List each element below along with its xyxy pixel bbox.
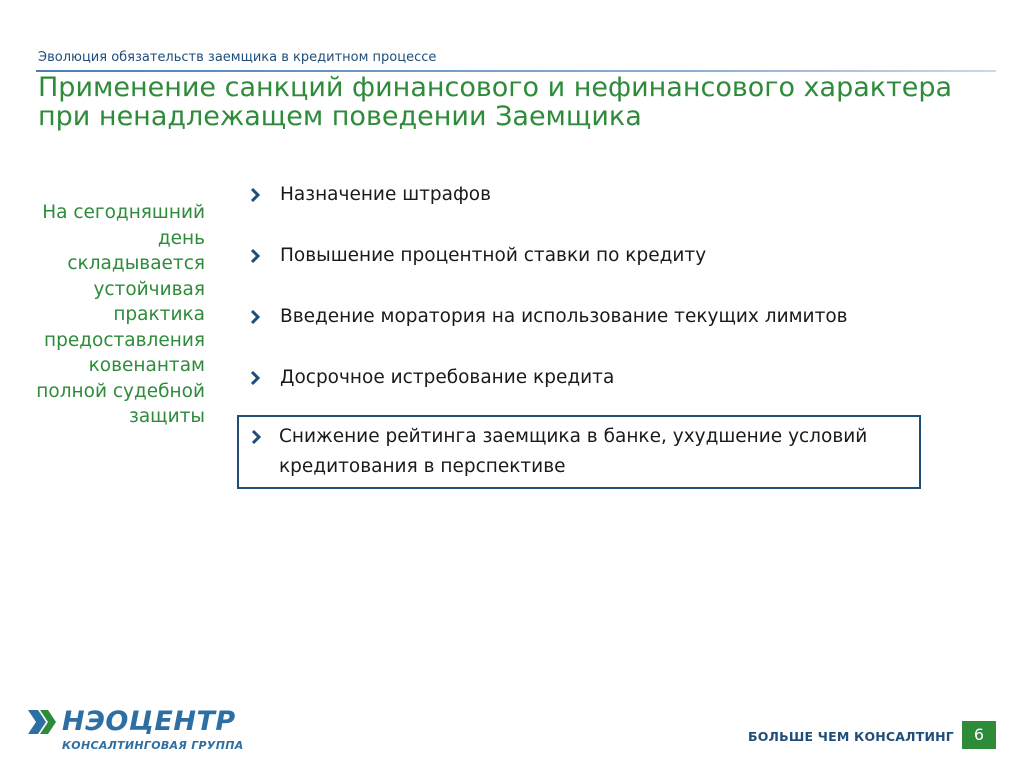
list-item	[240, 363, 930, 393]
list-item-text: Снижение рейтинга заемщика в банке, ухудшение условий кредитования в перспективе	[279, 426, 868, 477]
page-number-badge: 6	[962, 721, 996, 749]
logo-mark-icon	[26, 708, 62, 736]
chevron-right-icon	[249, 363, 263, 393]
footer-tagline: БОЛЬШЕ ЧЕМ КОНСАЛТИНГ	[748, 729, 954, 744]
list-item	[240, 180, 930, 210]
logo-name: НЭОЦЕНТР	[62, 706, 236, 737]
logo-subtitle: КОНСАЛТИНГОВАЯ ГРУППА	[62, 739, 244, 752]
slide-title: Применение санкций финансового и нефинансового характера при ненадлежащем поведении Заемщика	[38, 72, 953, 132]
highlighted-list-item	[237, 415, 921, 489]
chevron-right-icon	[249, 302, 263, 332]
list-item	[240, 241, 930, 271]
sidebar-statement: На сегодняшний день складывается устойчивая практика предоставления ковенантам полной судебной защиты	[36, 202, 205, 427]
list-item-text: Досрочное истребование кредита	[280, 367, 615, 388]
chevron-right-icon	[249, 180, 263, 210]
list-item-text: Назначение штрафов	[280, 184, 492, 205]
sanctions-list	[240, 180, 930, 520]
company-logo	[26, 706, 256, 756]
list-item	[240, 302, 930, 332]
slide-subtitle: Эволюция обязательств заемщика в кредитном процессе	[38, 50, 437, 65]
chevron-right-icon	[250, 422, 264, 452]
list-item-text: Введение моратория на использование текущих лимитов	[280, 306, 848, 327]
list-item-text: Повышение процентной ставки по кредиту	[280, 245, 707, 266]
chevron-right-icon	[249, 241, 263, 271]
